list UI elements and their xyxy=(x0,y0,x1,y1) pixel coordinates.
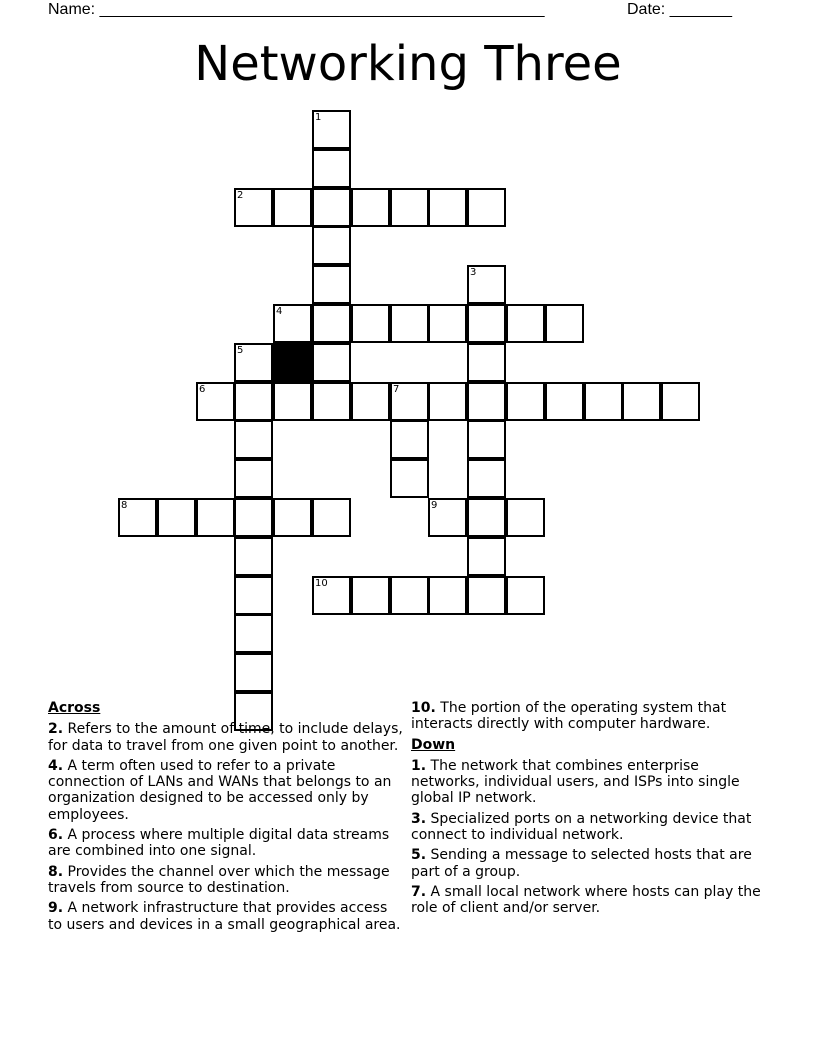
grid-cell[interactable] xyxy=(234,498,273,537)
grid-cell[interactable] xyxy=(312,149,351,188)
grid-cell[interactable] xyxy=(351,188,390,227)
grid-cell[interactable] xyxy=(234,459,273,498)
grid-cell[interactable] xyxy=(467,459,506,498)
grid-cell[interactable] xyxy=(312,188,351,227)
grid-cell[interactable] xyxy=(234,188,273,227)
grid-cell[interactable] xyxy=(428,498,467,537)
clue-number: 8 xyxy=(121,500,128,511)
clue-number: 1 xyxy=(315,112,322,123)
clue-across-4: 4. A term often used to refer to a private connection of LANs and WANs that belongs to an organization designed to be accessed only by employees. xyxy=(48,757,392,823)
grid-cell[interactable] xyxy=(312,343,351,382)
grid-cell[interactable] xyxy=(312,304,351,343)
grid-cell[interactable] xyxy=(428,188,467,227)
grid-cell[interactable] xyxy=(467,304,506,343)
grid-cell[interactable] xyxy=(506,382,545,421)
grid-cell[interactable] xyxy=(351,382,390,421)
grid-cell[interactable] xyxy=(622,382,661,421)
clue-across-8: 8. Provides the channel over which the message travels from source to destination. xyxy=(48,863,390,896)
clue-number: 9 xyxy=(431,500,438,511)
across-heading: Across xyxy=(48,700,101,716)
grid-cell[interactable] xyxy=(234,537,273,576)
grid-cell[interactable] xyxy=(390,304,429,343)
clues-right-column xyxy=(411,700,767,921)
clue-number: 10 xyxy=(315,578,328,589)
grid-cell[interactable] xyxy=(312,382,351,421)
grid-cell[interactable] xyxy=(196,382,235,421)
down-heading: Down xyxy=(411,736,456,753)
grid-cell[interactable] xyxy=(312,498,351,537)
grid-cell[interactable] xyxy=(273,382,312,421)
clue-across-9: 9. A network infrastructure that provides access to users and devices in a small geographical area. xyxy=(48,900,401,933)
grid-cell[interactable] xyxy=(234,576,273,615)
grid-cell[interactable] xyxy=(428,304,467,343)
grid-cell[interactable] xyxy=(157,498,196,537)
clue-across-6: 6. A process where multiple digital data streams are combined into one signal. xyxy=(48,827,390,860)
grid-cell[interactable] xyxy=(273,188,312,227)
grid-cell[interactable] xyxy=(390,382,429,421)
grid-cell[interactable] xyxy=(390,188,429,227)
clue-number: 2 xyxy=(237,190,244,201)
grid-cell[interactable] xyxy=(467,537,506,576)
clue-number: 6 xyxy=(199,384,206,395)
grid-cell[interactable] xyxy=(234,343,273,382)
grid-cell[interactable] xyxy=(273,498,312,537)
grid-cell[interactable] xyxy=(312,226,351,265)
grid-cell[interactable] xyxy=(234,653,273,692)
grid-cell[interactable] xyxy=(312,576,351,615)
clue-down-3: 3. Specialized ports on a networking device that connect to individual network. xyxy=(411,810,752,844)
grid-cell[interactable] xyxy=(506,498,545,537)
clue-number: 5 xyxy=(237,345,244,356)
date-field[interactable]: Date: _______ xyxy=(627,1,732,18)
header xyxy=(48,0,732,19)
clue-number: 3 xyxy=(470,267,477,278)
grid-cell[interactable] xyxy=(467,420,506,459)
clue-across-2: 2. Refers to the amount of time, to include delays, for data to travel from one given point to another. xyxy=(48,721,403,754)
clue-down-1: 1. The network that combines enterprise networks, individual users, and ISPs into single global IP network. xyxy=(411,757,740,807)
grid-cell[interactable] xyxy=(467,343,506,382)
grid-cell[interactable] xyxy=(390,420,429,459)
grid-cell[interactable] xyxy=(506,576,545,615)
grid-cell[interactable] xyxy=(234,382,273,421)
grid-cell[interactable] xyxy=(390,459,429,498)
clue-down-7: 7. A small local network where hosts can play the role of client and/or server. xyxy=(411,883,761,917)
page-title: Networking Three xyxy=(194,36,622,92)
grid-cell[interactable] xyxy=(467,576,506,615)
grid-cell[interactable] xyxy=(351,304,390,343)
grid-cell[interactable] xyxy=(661,382,700,421)
grid-cell[interactable] xyxy=(428,576,467,615)
clue-down-5: 5. Sending a message to selected hosts that are part of a group. xyxy=(411,847,752,880)
grid-cell[interactable] xyxy=(390,576,429,615)
name-field[interactable]: Name: __________________________________________________ xyxy=(48,1,545,18)
grid-cell[interactable] xyxy=(312,110,351,149)
grid-cell[interactable] xyxy=(196,498,235,537)
grid-cell[interactable] xyxy=(351,576,390,615)
grid-cell[interactable] xyxy=(234,420,273,459)
grid-cell[interactable] xyxy=(467,498,506,537)
grid-cell[interactable] xyxy=(467,265,506,304)
grid-cell[interactable] xyxy=(467,188,506,227)
grid-cell[interactable] xyxy=(545,304,584,343)
grid-cell[interactable] xyxy=(118,498,157,537)
grid-cell[interactable] xyxy=(273,304,312,343)
grid-cell[interactable] xyxy=(312,265,351,304)
grid-cell[interactable] xyxy=(234,614,273,653)
grid-cell[interactable] xyxy=(467,382,506,421)
clue-number: 7 xyxy=(393,384,400,395)
grid-cell[interactable] xyxy=(428,382,467,421)
black-square xyxy=(273,343,312,382)
clue-number: 4 xyxy=(276,306,283,317)
clue-across-10: 10. The portion of the operating system that interacts directly with computer hardware. xyxy=(411,700,727,733)
grid-cell[interactable] xyxy=(545,382,584,421)
grid-cell[interactable] xyxy=(584,382,623,421)
grid-cell[interactable] xyxy=(506,304,545,343)
clues-left-column xyxy=(48,700,404,937)
